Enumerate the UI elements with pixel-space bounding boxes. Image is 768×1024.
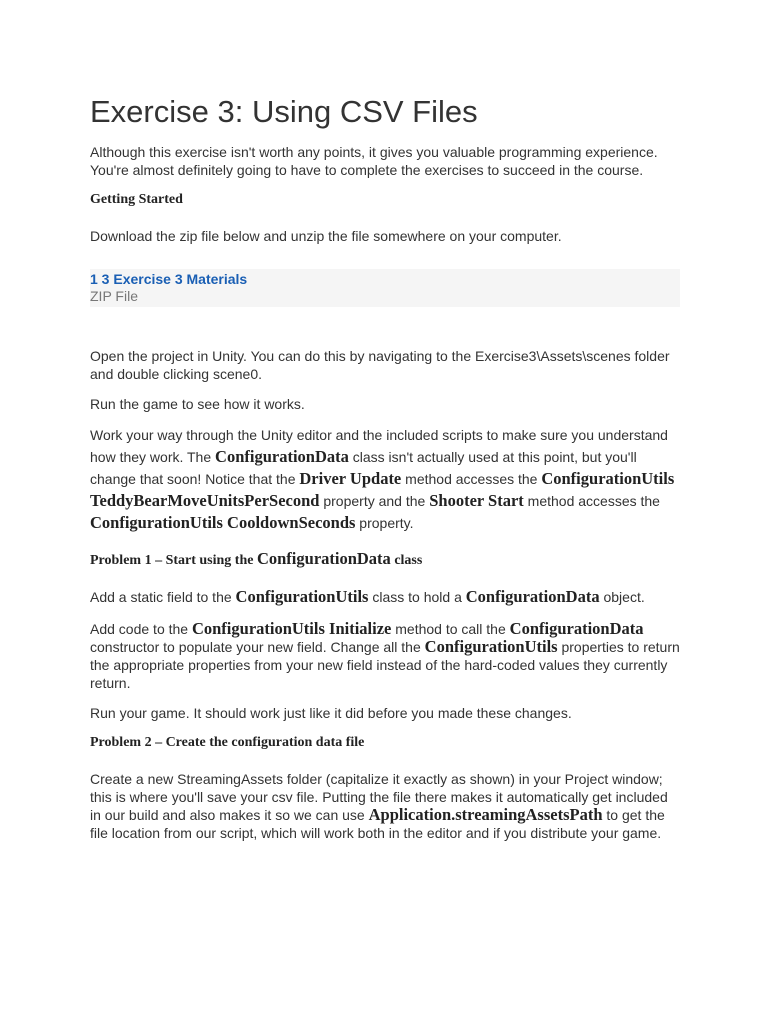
work-through-paragraph <box>90 425 680 534</box>
text-segment: property and the <box>319 493 430 509</box>
code-term: ConfigurationData <box>509 619 644 638</box>
attachment-card[interactable] <box>90 269 680 307</box>
problem-2-heading: Problem 2 – Create the configuration data file <box>90 735 365 750</box>
intro-paragraph: Although this exercise isn't worth any points, it gives you valuable programming experience. You're almost definitely going to have to complete the exercises to succeed in the course. <box>90 144 658 178</box>
download-instructions: Download the zip file below and unzip the file somewhere on your computer. <box>90 228 562 244</box>
code-term: ConfigurationUtils CooldownSeconds <box>90 513 356 532</box>
problem-1-heading <box>90 550 680 570</box>
add-code-paragraph <box>90 620 680 692</box>
attachment-file-type: ZIP File <box>90 288 138 304</box>
text-segment: class isn't actually used at this point, but you'll change that soon! Notice that the <box>90 449 637 487</box>
run-again-paragraph: Run your game. It should work just like it did before you made these changes. <box>90 705 572 721</box>
text-segment: Add a static field to the <box>90 589 236 605</box>
code-term: ConfigurationUtils <box>235 587 369 606</box>
attachment-link[interactable]: 1 3 Exercise 3 Materials <box>90 271 248 287</box>
text-segment: to get the file location from our script, which will work both in the editor and if you distribute your game. <box>90 807 665 841</box>
code-term: Driver Update <box>299 469 402 488</box>
code-term: ConfigurationData <box>465 587 600 606</box>
run-game-paragraph: Run the game to see how it works. <box>90 396 305 412</box>
text-segment: method to call the <box>391 621 510 637</box>
page-title: Exercise 3: Using CSV Files <box>90 94 478 129</box>
text-segment: method accesses the <box>523 493 660 509</box>
text-segment: object. <box>599 589 645 605</box>
heading-segment: class <box>390 553 423 568</box>
code-term: ConfigurationUtils TeddyBearMoveUnitsPerSecond <box>90 469 675 510</box>
static-field-paragraph <box>90 588 680 606</box>
code-term: ConfigurationData <box>215 447 349 466</box>
text-segment: Create a new StreamingAssets folder (capitalize it exactly as shown) in your Project window; this is where you'll save your csv file. Putting the file there makes it automatically get included in our build and also makes it so we can use <box>90 771 668 823</box>
text-segment: constructor to populate your new field. Change all the <box>90 639 425 655</box>
code-term: ConfigurationUtils Initialize <box>191 619 392 638</box>
text-segment: properties to return the appropriate properties from your new field instead of the hard-coded values they currently return. <box>90 639 680 691</box>
getting-started-heading: Getting Started <box>90 192 183 207</box>
code-term: Application.streamingAssetsPath <box>368 805 603 824</box>
streaming-assets-paragraph <box>90 770 680 842</box>
document-page <box>90 94 680 854</box>
code-term: ConfigurationData <box>256 549 391 568</box>
text-segment: Work your way through the Unity editor and the included scripts to make sure you understand how they work. The <box>90 427 668 465</box>
text-segment: Add code to the <box>90 621 192 637</box>
code-term: ConfigurationUtils <box>424 637 558 656</box>
text-segment: method accesses the <box>401 471 542 487</box>
text-segment: class to hold a <box>368 589 466 605</box>
text-segment: property. <box>355 515 414 531</box>
heading-segment: Problem 1 – Start using the <box>90 553 257 568</box>
open-project-paragraph: Open the project in Unity. You can do this by navigating to the Exercise3\Assets\scenes folder and double clicking scene0. <box>90 348 670 382</box>
code-term: Shooter Start <box>429 491 524 510</box>
